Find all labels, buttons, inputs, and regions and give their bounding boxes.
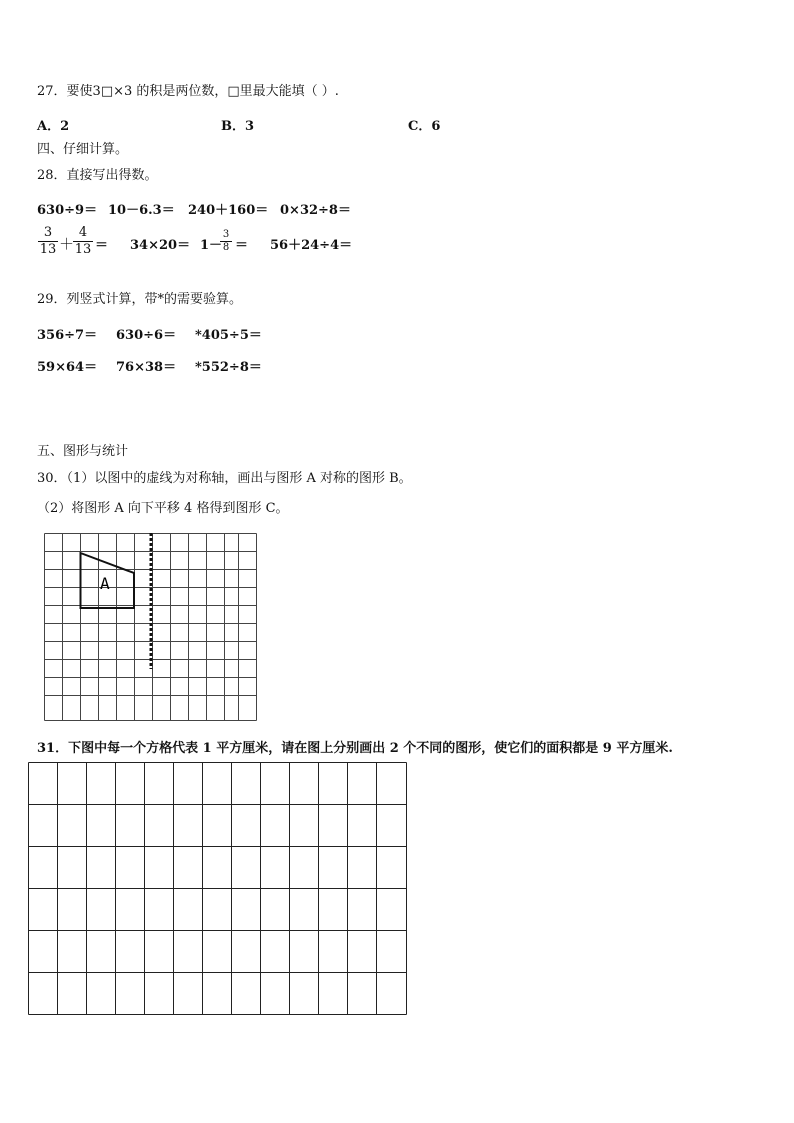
q31-grid [28, 762, 410, 1018]
fraction-numerator: 3 [220, 229, 232, 242]
q28-fraction-3-13 [38, 225, 58, 258]
q27-option-a: A．2 [37, 119, 70, 134]
q27-stem: 27．要使3□×3 的积是两位数，□里最大能填（ ）. [37, 84, 339, 99]
plus-sign: ＋ [59, 235, 75, 253]
q31-grid-lines [29, 763, 407, 1015]
q29-item-6: *552÷8＝ [195, 360, 262, 375]
q30-line1: 30．（1）以图中的虚线为对称轴，画出与图形 A 对称的图形 B。 [37, 471, 412, 486]
fraction-numerator: 4 [73, 225, 93, 242]
q28-one-minus: 1－ [200, 238, 223, 253]
fraction-denominator: 13 [39, 242, 57, 257]
q30-grid [44, 533, 259, 723]
q29-item-1: 356÷7＝ [37, 328, 98, 343]
shape-a-label: A [100, 574, 110, 593]
q29-item-4: 59×64＝ [37, 360, 98, 375]
q28-fraction-3-8 [220, 229, 232, 254]
q28-title: 28．直接写出得数。 [37, 168, 158, 183]
q30-grid-lines [45, 534, 257, 721]
q28-item-3: 240＋160＝ [188, 203, 269, 218]
q29-item-2: 630÷6＝ [116, 328, 177, 343]
q27-option-b: B．3 [221, 119, 255, 134]
q30-line2: （2）将图形 A 向下平移 4 格得到图形 C。 [37, 501, 289, 516]
equals-sign-2: ＝ [235, 238, 249, 253]
fraction-denominator: 8 [222, 242, 230, 253]
q27-option-c: C．6 [408, 119, 441, 134]
q29-item-3: *405÷5＝ [195, 328, 262, 343]
q28-item-6: 34×20＝ [130, 238, 191, 253]
section4-title: 四、仔细计算。 [37, 142, 129, 157]
equals-sign: ＝ [95, 238, 109, 253]
section5-title: 五、图形与统计 [37, 444, 129, 459]
fraction-denominator: 13 [74, 242, 92, 257]
q29-item-5: 76×38＝ [116, 360, 177, 375]
q28-item-2: 10－6.3＝ [108, 203, 175, 218]
q28-fraction-4-13 [73, 225, 93, 258]
fraction-numerator: 3 [38, 225, 58, 242]
q28-item-8: 56＋24÷4＝ [270, 238, 353, 253]
q29-title: 29．列竖式计算，带*的需要验算。 [37, 292, 243, 307]
q31-stem: 31．下图中每一个方格代表 1 平方厘米，请在图上分别画出 2 个不同的图形，使它们的面积都是 9 平方厘米. [37, 741, 673, 756]
q28-item-1: 630÷9＝ [37, 203, 98, 218]
q28-item-4: 0×32÷8＝ [280, 203, 351, 218]
